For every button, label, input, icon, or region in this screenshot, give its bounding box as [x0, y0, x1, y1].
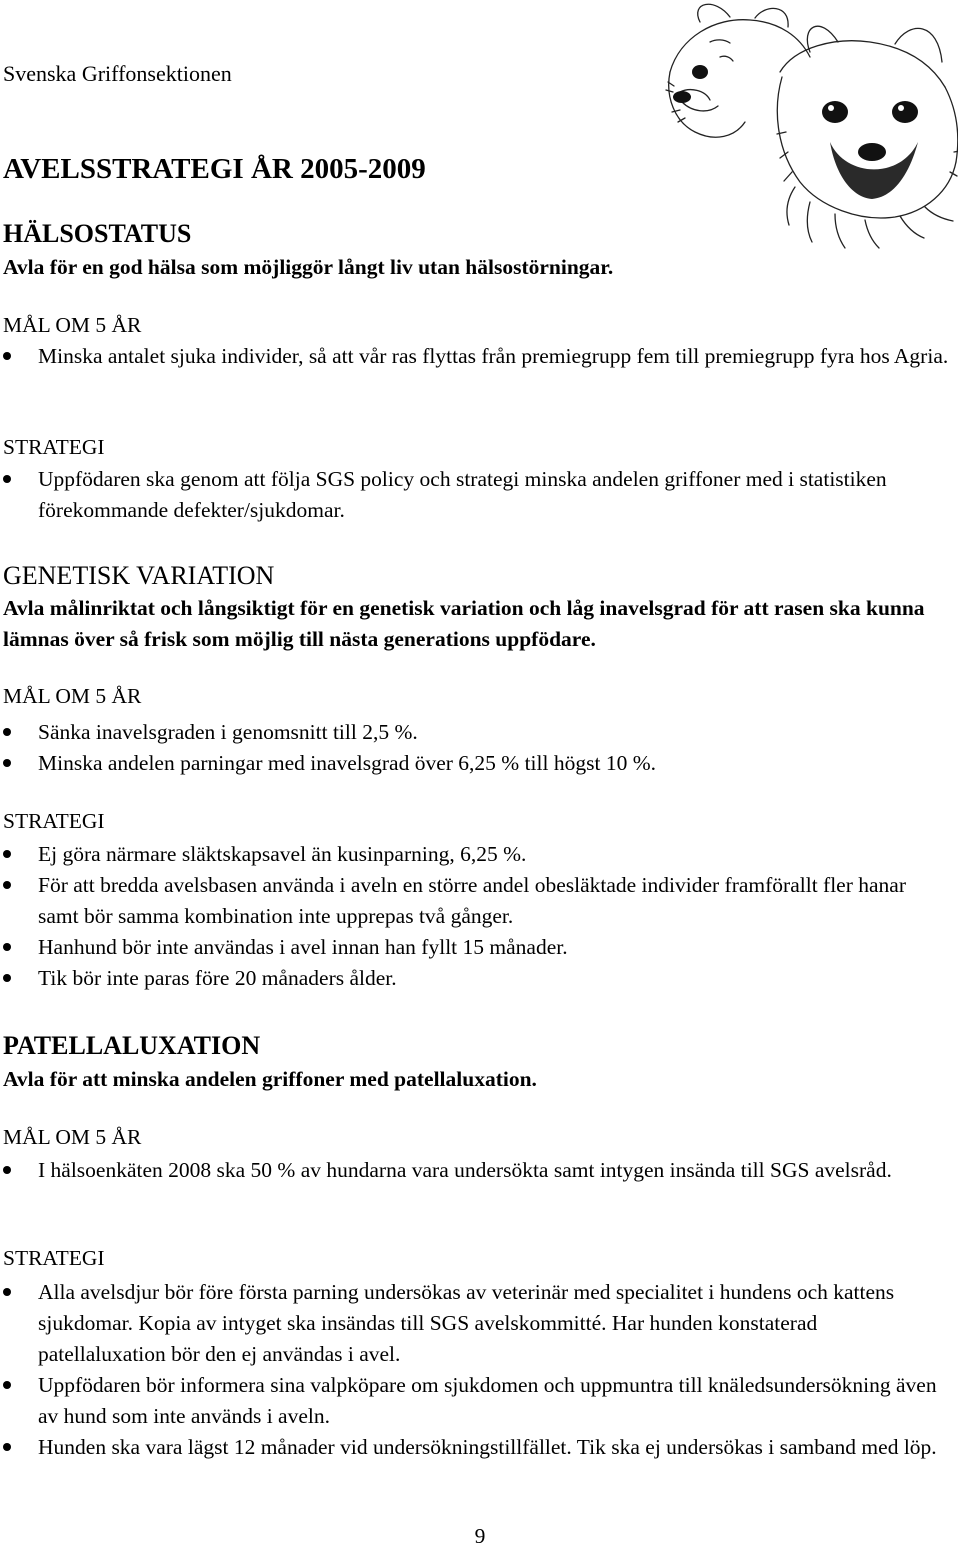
section-subtitle-patellaluxation: Avla för att minska andelen griffoner med patellaluxation.	[3, 1067, 537, 1091]
strategy-list-genetisk-variation	[0, 839, 950, 994]
section-heading-halsostatus: HÄLSOSTATUS	[3, 219, 192, 248]
strategy-list-halsostatus	[0, 464, 950, 526]
goal-label-genetisk-variation: MÅL OM 5 ÅR	[3, 684, 142, 708]
griffon-dogs-illustration	[660, 2, 958, 252]
strategy-label-genetisk-variation: STRATEGI	[3, 809, 105, 833]
section-subtitle-halsostatus: Avla för en god hälsa som möjliggör långt liv utan hälsostörningar.	[3, 255, 614, 279]
section-subtitle-genetisk-variation: Avla målinriktat och långsiktigt för en genetisk variation och låg inavelsgrad för att rasen ska kunna lämnas över så frisk som möjlig till nästa generations uppfödare.	[3, 596, 925, 651]
list-item: Uppfödaren ska genom att följa SGS policy och strategi minska andelen griffoner med i statistiken förekommande defekter/sjukdomar.	[0, 464, 950, 526]
goal-list-patellaluxation	[0, 1155, 950, 1186]
section-heading-genetisk-variation: GENETISK VARIATION	[3, 561, 275, 590]
goal-list-genetisk-variation	[0, 717, 950, 779]
list-item: Uppfödaren bör informera sina valpköpare om sjukdomen och uppmuntra till knäledsundersökning även av hund som inte används i aveln.	[0, 1370, 950, 1432]
organization-name: Svenska Griffonsektionen	[3, 61, 232, 86]
goal-list-halsostatus	[0, 341, 950, 372]
list-item: Ej göra närmare släktskapsavel än kusinparning, 6,25 %.	[0, 839, 950, 870]
list-item: Hunden ska vara lägst 12 månader vid undersökningstillfället. Tik ska ej undersökas i samband med löp.	[0, 1432, 950, 1463]
document-title: AVELSSTRATEGI ÅR 2005-2009	[3, 153, 426, 185]
list-item: Sänka inavelsgraden i genomsnitt till 2,5 %.	[0, 717, 950, 748]
goal-label-patellaluxation: MÅL OM 5 ÅR	[3, 1125, 142, 1149]
section-heading-patellaluxation: PATELLALUXATION	[3, 1031, 261, 1060]
list-item: Hanhund bör inte användas i avel innan han fyllt 15 månader.	[0, 932, 950, 963]
list-item: Alla avelsdjur bör före första parning undersökas av veterinär med specialitet i hundens och kattens sjukdomar. Kopia av intyget ska insändas till SGS avelskommitté. Har hunden konstaterad patellaluxation bör den ej användas i avel.	[0, 1277, 950, 1370]
list-item: Tik bör inte paras före 20 månaders ålder.	[0, 963, 950, 994]
strategy-list-patellaluxation	[0, 1277, 950, 1463]
page-number: 9	[474, 1524, 486, 1548]
list-item: För att bredda avelsbasen använda i aveln en större andel obesläktade individer framförallt fler hanar samt bör samma kombination inte upprepas två gånger.	[0, 870, 950, 932]
list-item: Minska andelen parningar med inavelsgrad över 6,25 % till högst 10 %.	[0, 748, 950, 779]
list-item: Minska antalet sjuka individer, så att vår ras flyttas från premiegrupp fem till premiegrupp fyra hos Agria.	[0, 341, 950, 372]
goal-label-halsostatus: MÅL OM 5 ÅR	[3, 313, 142, 337]
strategy-label-halsostatus: STRATEGI	[3, 435, 105, 459]
list-item: I hälsoenkäten 2008 ska 50 % av hundarna vara undersökta samt intygen insända till SGS avelsråd.	[0, 1155, 950, 1186]
strategy-label-patellaluxation: STRATEGI	[3, 1246, 105, 1270]
